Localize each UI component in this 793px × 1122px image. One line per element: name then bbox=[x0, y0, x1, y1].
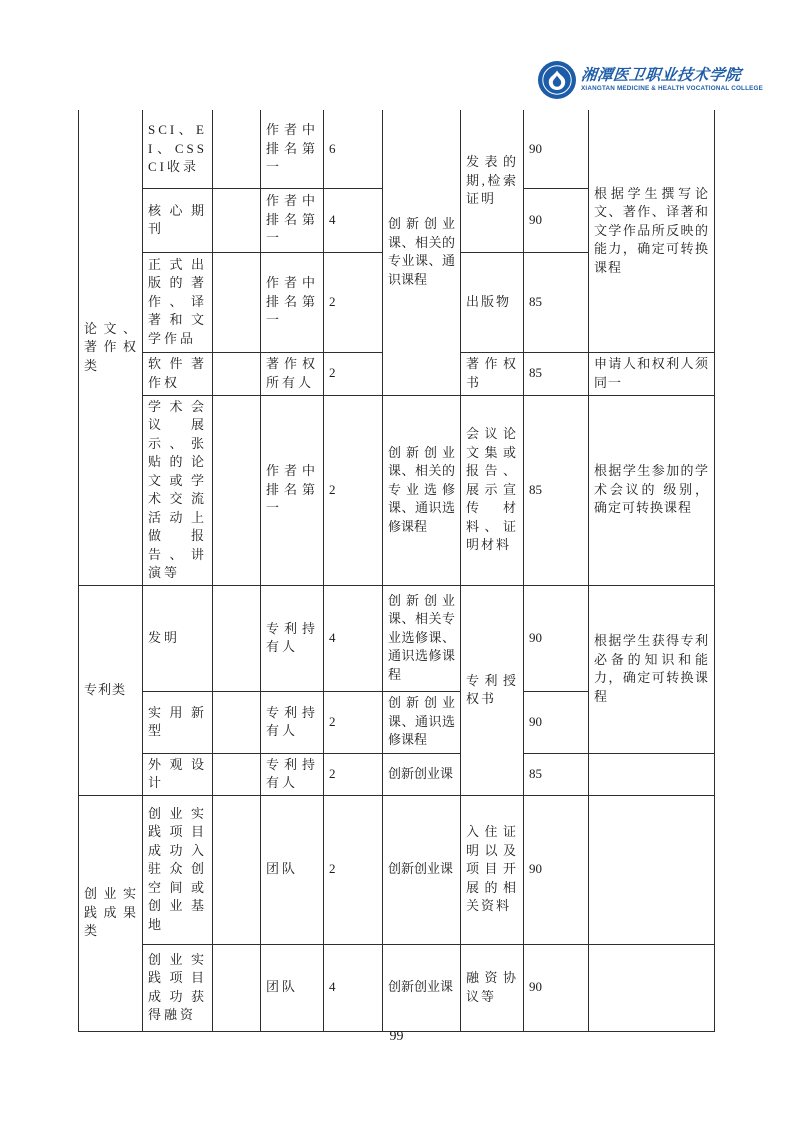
item-cell: 创业实践项目成功入驻众创空间或创业基地 bbox=[143, 795, 213, 944]
score-cell: 90 bbox=[524, 188, 589, 252]
role-cell: 专利持有人 bbox=[261, 753, 324, 795]
spacer-cell bbox=[213, 110, 261, 188]
course-cell: 创新创业课、相关的专业选修课、通识选修课程 bbox=[383, 395, 461, 585]
spacer-cell bbox=[213, 395, 261, 585]
role-cell: 团队 bbox=[261, 795, 324, 944]
table-row bbox=[79, 753, 715, 795]
table-row bbox=[79, 795, 715, 944]
credit-cell: 2 bbox=[324, 395, 383, 585]
note-cell: 申请人和权利人须同一 bbox=[589, 352, 715, 395]
course-cell: 创新创业课、相关专业选修课、通识选修课程 bbox=[383, 585, 461, 691]
note-cell-empty bbox=[589, 795, 715, 944]
role-cell: 专利持有人 bbox=[261, 691, 324, 753]
role-cell: 作者中排名第一 bbox=[261, 110, 324, 188]
note-cell: 根据学生获得专利必备的知识和能力，确定可转换课程 bbox=[589, 585, 715, 753]
credit-cell: 2 bbox=[324, 753, 383, 795]
item-cell: SCI、EI、CSSCI收录 bbox=[143, 110, 213, 188]
role-cell: 作者中排名第一 bbox=[261, 252, 324, 352]
category-cell-papers: 论文、著作权类 bbox=[79, 110, 143, 585]
credit-cell: 2 bbox=[324, 352, 383, 395]
note-cell: 根据学生撰写论文、著作、译著和文学作品所反映的能力，确定可转换课程 bbox=[589, 110, 715, 352]
score-cell: 90 bbox=[524, 585, 589, 691]
course-cell: 创新创业课 bbox=[383, 944, 461, 1031]
item-cell: 正式出版的著作、译著和文学作品 bbox=[143, 252, 213, 352]
spacer-cell bbox=[213, 944, 261, 1031]
spacer-cell bbox=[213, 691, 261, 753]
score-cell: 85 bbox=[524, 352, 589, 395]
spacer-cell bbox=[213, 585, 261, 691]
college-name-block bbox=[581, 67, 763, 93]
table-row bbox=[79, 110, 715, 188]
item-cell: 创业实践项目成功获得融资 bbox=[143, 944, 213, 1031]
score-cell: 90 bbox=[524, 795, 589, 944]
score-cell: 85 bbox=[524, 252, 589, 352]
course-cell: 创新创业课 bbox=[383, 753, 461, 795]
credit-cell: 6 bbox=[324, 110, 383, 188]
page-number: 99 bbox=[389, 1029, 404, 1044]
item-cell: 核心期刊 bbox=[143, 188, 213, 252]
item-cell: 外观设计 bbox=[143, 753, 213, 795]
credit-cell: 4 bbox=[324, 188, 383, 252]
item-cell: 软件著作权 bbox=[143, 352, 213, 395]
evidence-cell: 发表的期,检索证明 bbox=[461, 110, 524, 252]
role-cell: 著作权所有人 bbox=[261, 352, 324, 395]
role-cell: 作者中排名第一 bbox=[261, 188, 324, 252]
credit-cell: 2 bbox=[324, 252, 383, 352]
college-logo bbox=[537, 60, 763, 100]
course-cell: 创新创业课 bbox=[383, 795, 461, 944]
score-cell: 85 bbox=[524, 753, 589, 795]
score-cell: 90 bbox=[524, 110, 589, 188]
credit-cell: 4 bbox=[324, 585, 383, 691]
evidence-cell: 入住证明以及项目开展的相关资料 bbox=[461, 795, 524, 944]
note-cell-empty bbox=[589, 753, 715, 795]
evidence-cell: 出版物 bbox=[461, 252, 524, 352]
item-cell: 实用新型 bbox=[143, 691, 213, 753]
note-cell-empty bbox=[589, 944, 715, 1031]
spacer-cell bbox=[213, 252, 261, 352]
item-cell: 学术会议展示、张贴的论文或学术交流活动上做报告、讲演等 bbox=[143, 395, 213, 585]
college-name-zh: 湘潭医卫职业技术学院 bbox=[580, 67, 742, 84]
spacer-cell bbox=[213, 352, 261, 395]
credit-cell: 2 bbox=[324, 691, 383, 753]
score-cell: 90 bbox=[524, 691, 589, 753]
evidence-cell: 融资协议等 bbox=[461, 944, 524, 1031]
role-cell: 团队 bbox=[261, 944, 324, 1031]
course-cell: 创新创业课、通识选修课程 bbox=[383, 691, 461, 753]
score-cell: 85 bbox=[524, 395, 589, 585]
note-cell: 根据学生参加的学术会议的 级别，确定可转换课程 bbox=[589, 395, 715, 585]
table-row bbox=[79, 395, 715, 585]
credit-conversion-table bbox=[78, 110, 715, 1032]
credit-cell: 4 bbox=[324, 944, 383, 1031]
college-name-en: XIANGTAN MEDICINE & HEALTH VOCATIONAL COLLEGE bbox=[581, 85, 764, 92]
table-row bbox=[79, 585, 715, 691]
role-cell: 专利持有人 bbox=[261, 585, 324, 691]
spacer-cell bbox=[213, 795, 261, 944]
role-cell: 作者中排名第一 bbox=[261, 395, 324, 585]
category-cell-patents: 专利类 bbox=[79, 585, 143, 795]
spacer-cell bbox=[213, 188, 261, 252]
credit-cell: 2 bbox=[324, 795, 383, 944]
evidence-cell: 专利授权书 bbox=[461, 585, 524, 795]
table-row bbox=[79, 944, 715, 1031]
evidence-cell: 会议论文集或报告、展示宣传材料、证明材料 bbox=[461, 395, 524, 585]
course-cell: 创新创业课、相关的专业课、通识课程 bbox=[383, 110, 461, 395]
college-emblem-icon bbox=[537, 60, 577, 100]
score-cell: 90 bbox=[524, 944, 589, 1031]
evidence-cell: 著作权书 bbox=[461, 352, 524, 395]
category-cell-practice: 创业实践成果类 bbox=[79, 795, 143, 1031]
spacer-cell bbox=[213, 753, 261, 795]
item-cell: 发明 bbox=[143, 585, 213, 691]
